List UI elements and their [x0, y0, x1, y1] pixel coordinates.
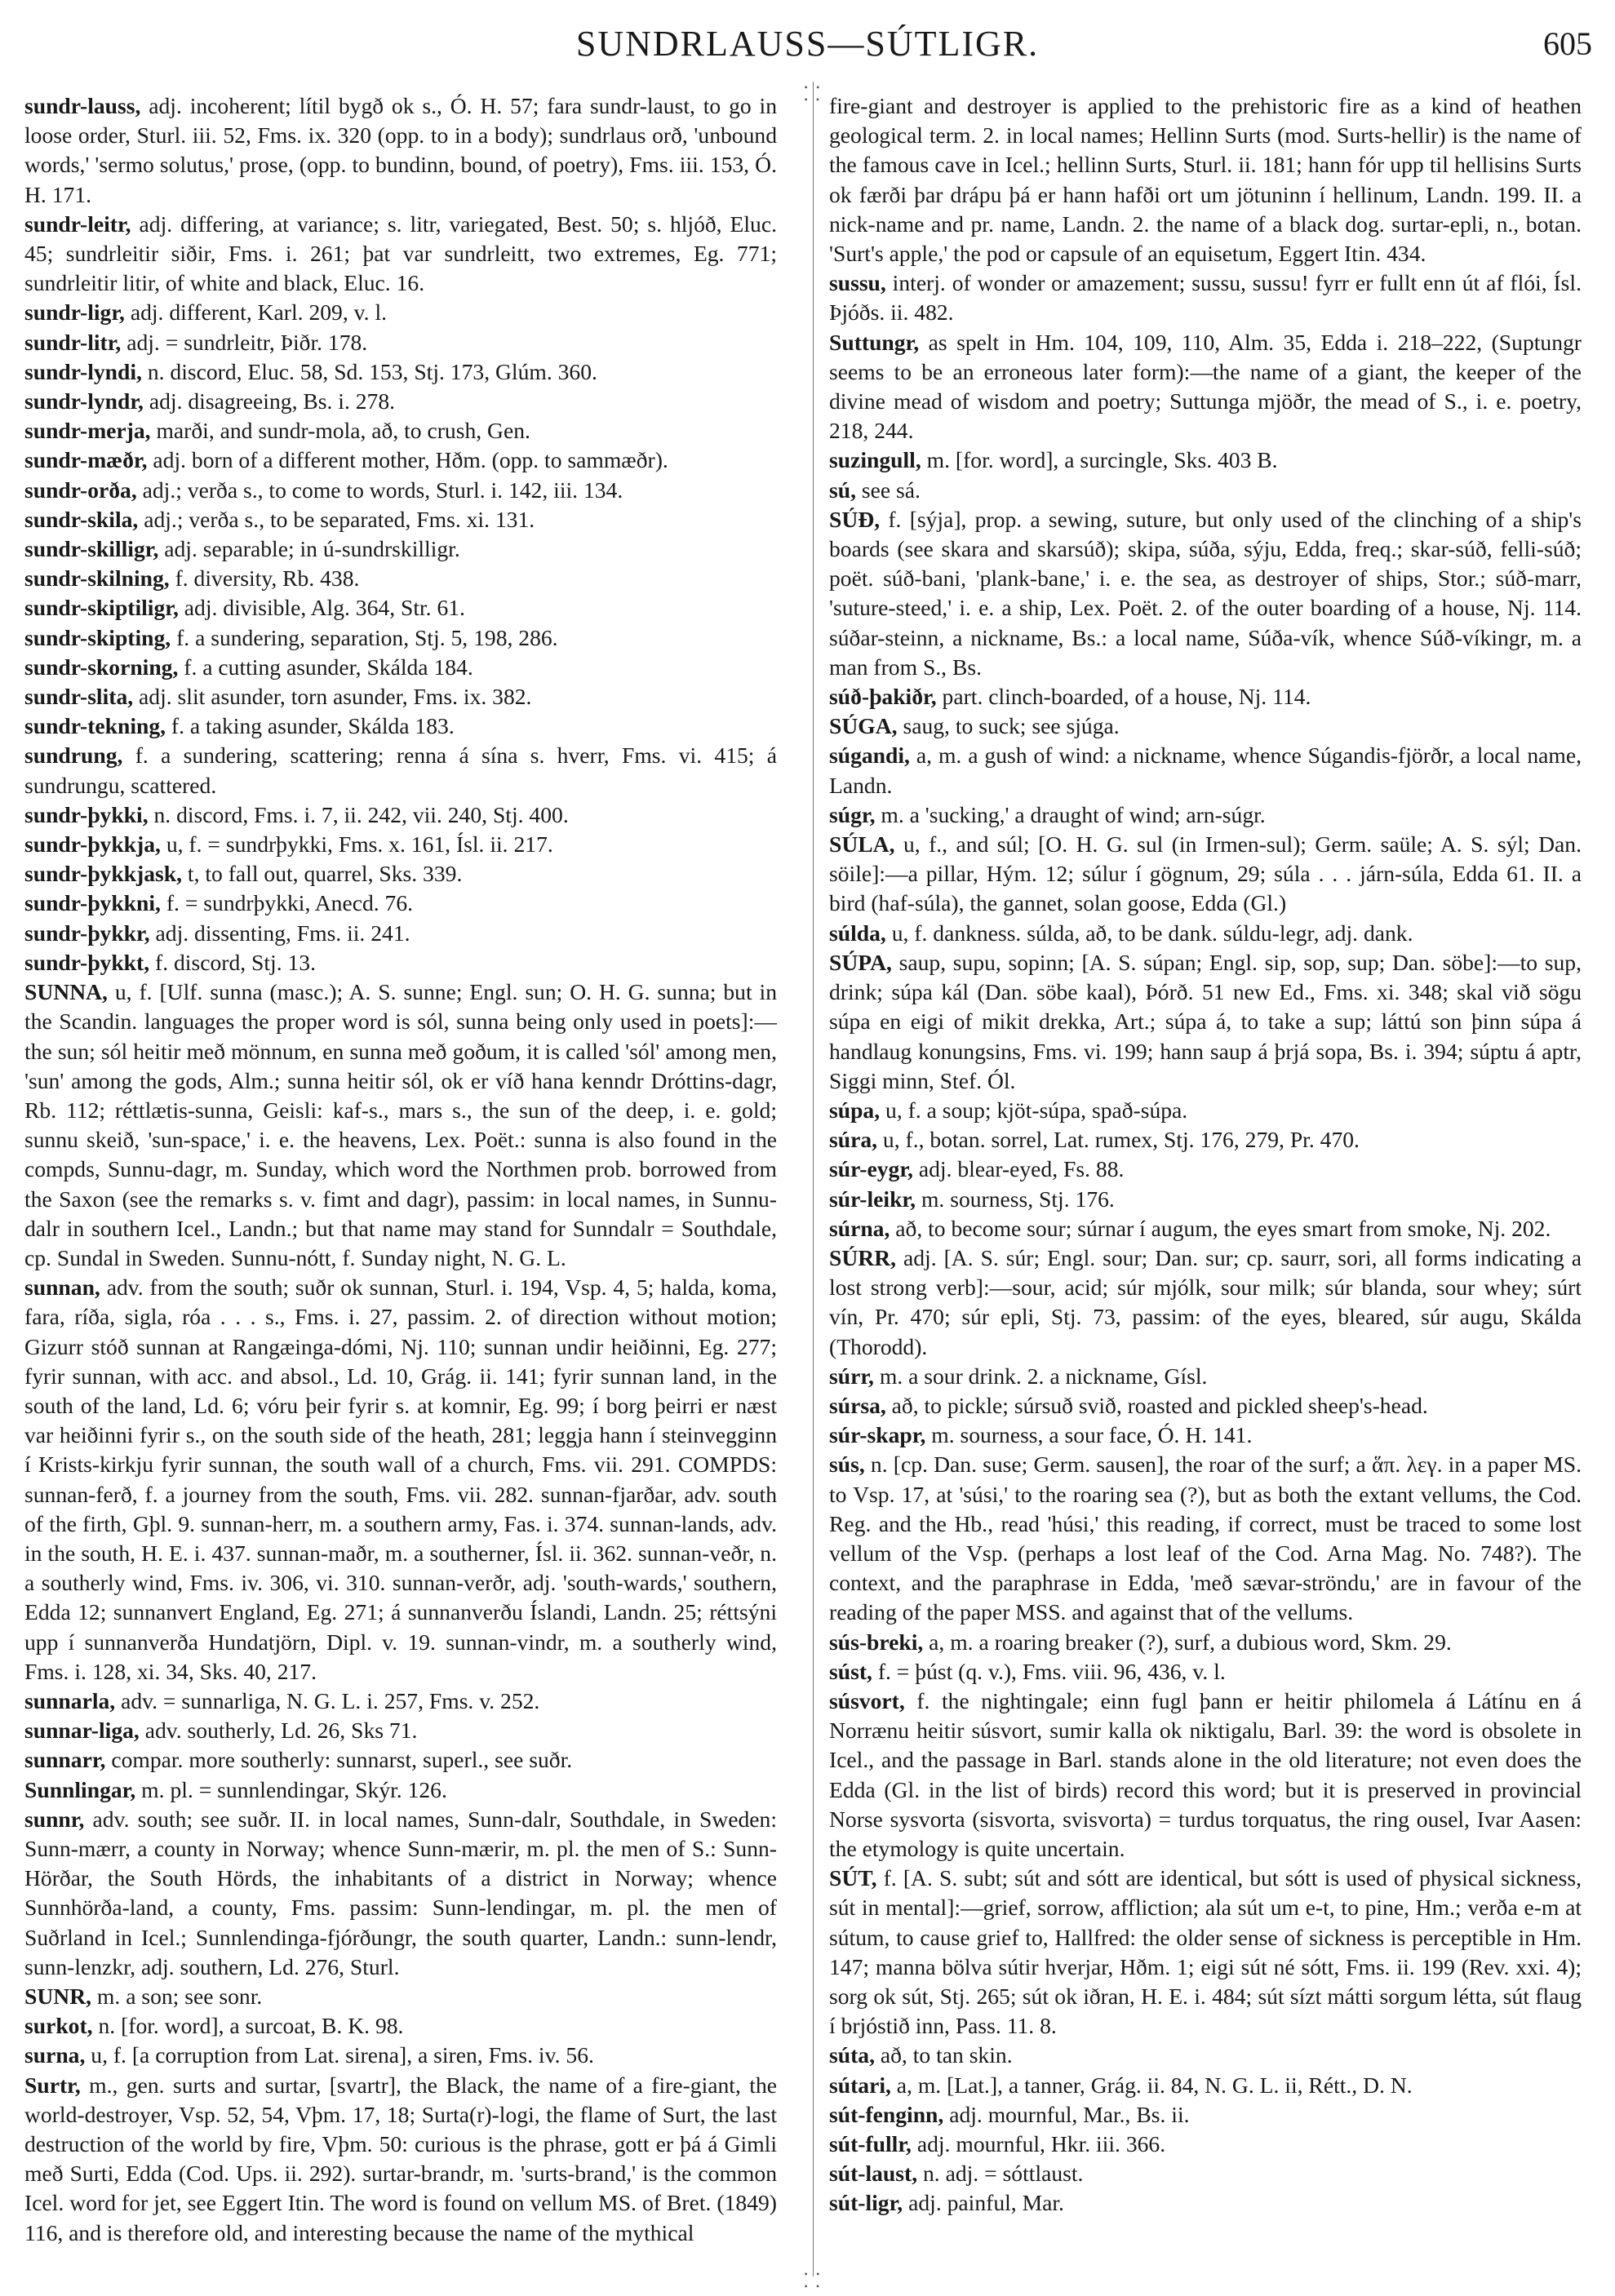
entry-headword: sundr-þykkr,	[24, 920, 150, 946]
dictionary-entry	[24, 593, 777, 623]
dictionary-entry	[24, 2011, 777, 2041]
dictionary-entry	[24, 2071, 777, 2248]
entry-definition: part. clinch-boarded, of a house, Nj. 114.	[936, 684, 1311, 710]
dictionary-entry	[829, 2071, 1582, 2100]
entry-headword: sundr-mæðr,	[24, 447, 148, 473]
entry-definition: f. discord, Stj. 13.	[149, 949, 317, 975]
entry-headword: sús-breki,	[829, 1629, 924, 1655]
entry-headword: sundr-skilning,	[24, 565, 170, 592]
dictionary-entry	[24, 1775, 777, 1805]
entry-headword: súrsa,	[829, 1392, 886, 1418]
entry-headword: sundr-skiptiligr,	[24, 595, 179, 621]
entry-definition: n. adj. = sóttlaust.	[917, 2161, 1084, 2187]
dictionary-entry	[24, 800, 777, 830]
divider-ornament-top: ⸬	[804, 84, 820, 105]
entry-definition: adj. = sundrleitr, Þiðr. 178.	[121, 329, 368, 355]
entry-definition: að, to pickle; súrsuð svið, roasted and pickled sheep's-head.	[885, 1392, 1428, 1418]
entry-definition: compar. more southerly: sunnarst, superl., see suðr.	[105, 1747, 573, 1773]
entry-headword: sús,	[829, 1452, 865, 1478]
entry-headword: sút-ligr,	[829, 2190, 903, 2216]
entry-definition: f. diversity, Rb. 438.	[169, 565, 360, 592]
dictionary-entry	[829, 91, 1582, 268]
entry-headword: súrr,	[829, 1363, 874, 1389]
dictionary-entry	[829, 476, 1582, 505]
entry-definition: saug, to suck; see sjúga.	[897, 713, 1120, 739]
entry-headword: súra,	[829, 1127, 878, 1153]
entry-headword: sunnan,	[24, 1274, 100, 1301]
dictionary-entry	[24, 1716, 777, 1745]
entry-headword: súrna,	[829, 1215, 890, 1241]
dictionary-entry	[829, 682, 1582, 711]
entry-definition: m. a 'sucking,' a draught of wind; arn-súgr.	[875, 801, 1266, 827]
right-column	[829, 91, 1582, 2218]
dictionary-entry	[829, 1421, 1582, 1450]
dictionary-entry	[829, 948, 1582, 1096]
dictionary-entry	[829, 1864, 1582, 2041]
dictionary-entry	[24, 505, 777, 534]
dictionary-entry	[829, 1125, 1582, 1155]
dictionary-entry	[829, 800, 1582, 830]
entry-headword: sundrung,	[24, 742, 123, 769]
dictionary-entry	[24, 445, 777, 475]
entry-definition: adj. painful, Mar.	[903, 2190, 1064, 2216]
entry-definition: adj. mournful, Mar., Bs. ii.	[943, 2101, 1190, 2127]
entry-headword: sundr-litr,	[24, 329, 122, 355]
entry-headword: sunnarr,	[24, 1747, 106, 1773]
dictionary-entry	[24, 91, 777, 210]
entry-definition: m. a sour drink. 2. a nickname, Gísl.	[873, 1363, 1208, 1389]
entry-definition: adj.; verða s., to be separated, Fms. xi. 131.	[138, 506, 535, 532]
dictionary-entry	[24, 682, 777, 711]
dictionary-entry	[829, 1155, 1582, 1184]
column-divider	[813, 82, 814, 2276]
entry-definition: adj. incoherent; lítil bygð ok s., Ó. H. 57; fara sundr-laust, to go in loose order, Sturl. iii. 52, Fms. ix. 320 (opp. to in a body); sundrlaus orð, 'unbound words,' 'sermo solutus,' prose, (opp. to bundinn, bound, of poetry), Fms. iii. 153, Ó. H. 171.	[24, 93, 777, 207]
dictionary-entry	[24, 476, 777, 505]
dictionary-entry	[829, 1450, 1582, 1627]
dictionary-entry	[829, 1628, 1582, 1657]
entry-definition: u, f. a soup; kjöt-súpa, spað-súpa.	[880, 1097, 1188, 1123]
entry-headword: sundr-lyndi,	[24, 358, 142, 384]
dictionary-entry	[24, 564, 777, 593]
entry-definition: f. = sundrþykki, Anecd. 76.	[160, 890, 414, 916]
entry-definition: f. a sundering, scattering; renna á sína s. hverr, Fms. vi. 415; á sundrungu, scattered.	[24, 742, 777, 798]
entry-headword: súð-þakiðr,	[829, 684, 937, 710]
entry-definition: a, m. a roaring breaker (?), surf, a dubious word, Skm. 29.	[923, 1629, 1452, 1655]
dictionary-entry	[24, 1273, 777, 1687]
entry-headword: SÚÐ,	[829, 506, 881, 532]
entry-headword: sundr-skilligr,	[24, 536, 159, 562]
entry-definition: f. [sýja], prop. a sewing, suture, but only used of the clinching of a ship's boards (see skara and skarsúð); skipa, súða, sýju, Edda, freq.; skar-súð, felli-súð; poët. súð-bani, 'plank-bane,' i. e. the sea, as destroyer of ships, Stor.; súð-marr, 'suture-steed,' i. e. a ship, Lex. Poët. 2. of the outer boarding of a house, Nj. 114. súðar-steinn, a nickname, Bs.: a local name, Súða-vík, whence Súð-víkingr, m. a man from S., Bs.	[829, 506, 1582, 680]
entry-headword: suzingull,	[829, 447, 921, 473]
dictionary-entry	[24, 653, 777, 682]
entry-headword: SÚRR,	[829, 1244, 897, 1270]
entry-headword: súta,	[829, 2042, 875, 2068]
dictionary-entry	[24, 741, 777, 800]
dictionary-entry	[24, 416, 777, 445]
entry-definition: see sá.	[855, 476, 921, 503]
entry-definition: u, f. [Ulf. sunna (masc.); A. S. sunne; Engl. sun; O. H. G. sunna; but in the Scandin. languages the proper word is sól, sunna being only used in poets]:—the sun; sól heitir með mönnum, en sunna með goðum, it is called 'sól' among men, 'sun' among the gods, Alm.; sunna heitir sól, ok er víð hana kenndr Dróttins-dagr, Rb. 112; réttlætis-sunna, Geisli: kaf-s., mars s., the sun of the deep, i. e. gold; sunnu skeið, 'sun-space,' i. e. the heavens, Lex. Poët.: sunna is also found in the compds, Sunnu-dagr, m. Sunday, which word the Northmen prob. borrowed from the Saxon (see the remarks s. v. fimt and dagr), passim: in local names, in Sunnu-dalr in southern Icel., Landn.; but that name may stand for Sunndalr = Southdale, cp. Sundal in Sweden. Sunnu-nótt, f. Sunday night, N. G. L.	[24, 979, 777, 1270]
entry-definition: u, f., and súl; [O. H. G. sul (in Irmen-sul); Germ. saüle; A. S. sýl; Dan. söile]:—a pillar, Hým. 12; súlur í gögnum, 29; súla . . . járn-súla, Edda 61. II. a bird (haf-súla), the gannet, solan goose, Edda (Gl.)	[829, 831, 1582, 916]
entry-headword: sú,	[829, 476, 856, 503]
entry-headword: SUNR,	[24, 1984, 92, 2009]
page-header	[0, 23, 1615, 72]
entry-definition: t, to fall out, quarrel, Sks. 339.	[182, 861, 463, 887]
dictionary-entry	[24, 2041, 777, 2070]
entry-headword: sussu,	[829, 270, 886, 296]
divider-ornament-bottom: ⸬	[804, 2271, 820, 2292]
entry-headword: sundr-tekning,	[24, 713, 166, 739]
entry-definition: fire-giant and destroyer is applied to the prehistoric fire as a kind of heathen geological term. 2. in local names; Hellinn Surts (mod. Surts-hellir) is the name of the famous cave in Icel.; hellinn Surts, Sturl. ii. 181; hann fór upp til hellisins Surts ok færði þar drápu þá er hann hafði ort um jötuninn í hellinum, Landn. 199. II. a nick-name and pr. name, Landn. 2. the name of a black dog. surtar-epli, n., botan. 'Surt's apple,' the pod or capsule of an equisetum, Eggert Itin. 434.	[829, 93, 1582, 267]
entry-headword: sundr-lauss,	[24, 93, 141, 118]
entry-definition: as spelt in Hm. 104, 109, 110, Alm. 35, Edda i. 218–222, (Suptungr seems to be an erroneous later form):—the name of a giant, the keeper of the divine mead of wisdom and poetry; Suttunga mjöðr, the mead of S., i. e. poetry, 218, 244.	[829, 329, 1582, 444]
entry-definition: u, f. [a corruption from Lat. sirena], a siren, Fms. iv. 56.	[85, 2042, 594, 2068]
dictionary-entry	[829, 1362, 1582, 1391]
entry-headword: sundr-merja,	[24, 418, 151, 444]
entry-definition: adj. blear-eyed, Fs. 88.	[912, 1156, 1125, 1182]
entry-definition: f. a sundering, separation, Stj. 5, 198, 286.	[171, 624, 558, 650]
entry-headword: SÚGA,	[829, 713, 898, 739]
entry-headword: súr-eygr,	[829, 1156, 913, 1182]
dictionary-entry	[829, 1214, 1582, 1243]
dictionary-entry	[829, 1657, 1582, 1687]
entry-definition: m. sourness, Stj. 176.	[916, 1186, 1115, 1212]
dictionary-entry	[24, 1982, 777, 2011]
dictionary-entry	[24, 977, 777, 1273]
page-number: 605	[1543, 25, 1592, 62]
entry-headword: sundr-leitr,	[24, 211, 131, 237]
dictionary-entry	[829, 268, 1582, 327]
dictionary-entry	[24, 328, 777, 357]
dictionary-entry	[24, 948, 777, 977]
dictionary-entry	[829, 2041, 1582, 2070]
entry-definition: a, m. [Lat.], a tanner, Grág. ii. 84, N. G. L. ii, Rétt., D. N.	[890, 2072, 1413, 2098]
entry-headword: SUNNA,	[24, 979, 108, 1005]
dictionary-entry	[24, 623, 777, 653]
entry-headword: SÚLA,	[829, 831, 895, 858]
entry-headword: sútari,	[829, 2072, 891, 2098]
entry-headword: Sunnlingar,	[24, 1776, 136, 1802]
entry-headword: SÚPA,	[829, 949, 892, 975]
entry-headword: sunnar-liga,	[24, 1718, 140, 1744]
entry-definition: adj. [A. S. súr; Engl. sour; Dan. sur; cp. saurr, sori, all forms indicating a lost strong verb]:—sour, acid; súr mjólk, sour milk; súr blanda, sour whey; súrt vín, Pr. 470; súr epli, Stj. 73, passim: of the eyes, bleared, súr augu, Skálda (Thorodd).	[829, 1244, 1582, 1359]
dictionary-entry	[829, 711, 1582, 741]
dictionary-entry	[829, 505, 1582, 682]
dictionary-entry	[829, 2159, 1582, 2188]
entry-definition: adj.; verða s., to come to words, Sturl. i. 142, iii. 134.	[136, 476, 623, 503]
running-title: SUNDRLAUSS—SÚTLIGR.	[575, 24, 1040, 64]
dictionary-entry	[24, 1745, 777, 1775]
entry-definition: n. [cp. Dan. suse; Germ. sausen], the roar of the surf; a ἅπ. λεγ. in a paper MS. to Vsp. 17, at 'súsi,' to the roaring sea (?), but as both the extant vellums, the Cod. Reg. and the Hb., read 'húsi,' this reading, if correct, must be traced to some lost vellum of the Vsp. (perhaps a lost leaf of the Cod. Arna Mag. No. 748?). The context, and the paraphrase in Edda, 'með sævar-ströndu,' are in favour of the reading of the paper MSS. and against that of the vellums.	[829, 1452, 1582, 1625]
dictionary-entry	[24, 357, 777, 387]
dictionary-entry	[829, 830, 1582, 919]
entry-definition: m., gen. surts and surtar, [svartr], the Black, the name of a fire-giant, the world-destroyer, Vsp. 52, 54, Vþm. 17, 18; Surta(r)-logi, the flame of Surt, the last destruction of the world by fire, Vþm. 50: curious is the phrase, gott er þá á Gimli með Surti, Edda (Cod. Ups. ii. 292). surtar-brandr, m. 'surts-brand,' is the common Icel. word for jet, see Eggert Itin. The word is found on vellum MS. of Bret. (1849) 116, and is therefore old, and interesting because the name of the mythical	[24, 2072, 777, 2245]
dictionary-entry	[829, 2188, 1582, 2218]
entry-definition: adj. dissenting, Fms. ii. 241.	[149, 920, 410, 946]
entry-definition: adv. = sunnarliga, N. G. L. i. 257, Fms. v. 252.	[115, 1687, 540, 1713]
entry-definition: adj. born of a different mother, Hðm. (opp. to sammæðr).	[147, 447, 668, 473]
entry-definition: adj. divisible, Alg. 364, Str. 61.	[178, 595, 465, 621]
entry-headword: súr-leikr,	[829, 1186, 916, 1212]
dictionary-entry	[24, 210, 777, 299]
entry-definition: adj. slit asunder, torn asunder, Fms. ix. 382.	[133, 684, 532, 710]
entry-headword: sundr-skila,	[24, 506, 139, 532]
entry-headword: surkot,	[24, 2013, 93, 2039]
entry-definition: adv. from the south; suðr ok sunnan, Sturl. i. 194, Vsp. 4, 5; halda, koma, fara, ríða, sigla, róa . . . s., Fms. i. 27, passim. 2. of direction without motion; Gizurr stóð sunnan at Rangæinga-dómi, Nj. 110; sunnan undir heiðinni, Eg. 277; fyrir sunnan, with acc. and absol., Ld. 10, Grág. ii. 141; fyrir sunnan land, in the south of the land, Ld. 6; vóru þeir fyrir s. at komnir, Eg. 99; í borg þeirri er næst var heiðinni fyrir s., on the south side of the heath, 281; leggja hann í steinvegginn í Krists-kirkju fyrir sunnan, the south wall of a church, Fms. vii. 291. COMPDS: sunnan-ferð, f. a journey from the south, Fms. vii. 282. sunnan-fjarðar, adv. south of the firth, Gþl. 9. sunnan-herr, m. a southern army, Fas. i. 374. sunnan-lands, adv. in the south, H. E. i. 437. sunnan-maðr, m. a southerner, Ísl. ii. 362. sunnan-veðr, n. a southerly wind, Fms. iv. 306, vi. 310. sunnan-verðr, adj. 'south-wards,' southern, Edda 12; sunnanvert England, Eg. 271; á sunnanverðu Íslandi, Landn. 25; réttsýni upp í sunnanverða Hundatjörn, Dipl. v. 19. sunnan-vindr, m. a southerly wind, Fms. i. 128, xi. 34, Sks. 40, 217.	[24, 1274, 777, 1684]
entry-headword: Surtr,	[24, 2072, 81, 2098]
entry-headword: sundr-þykki,	[24, 801, 149, 827]
entry-definition: adj. separable; in ú-sundrskilligr.	[158, 536, 460, 562]
dictionary-entry	[24, 534, 777, 564]
entry-headword: sút-fenginn,	[829, 2101, 944, 2127]
entry-definition: m. pl. = sunnlendingar, Skýr. 126.	[135, 1776, 447, 1802]
dictionary-entry	[829, 445, 1582, 475]
entry-definition: m. a son; see sonr.	[91, 1984, 263, 2009]
entry-definition: n. discord, Eluc. 58, Sd. 153, Stj. 173, Glúm. 360.	[141, 358, 597, 384]
dictionary-entry	[829, 1185, 1582, 1214]
entry-definition: f. [A. S. subt; sút and sótt are identical, but sótt is used of physical sickness, sút in mental]:—grief, sorrow, affliction; ala sút um e-t, to pine, Hm.; verða e-m at sútum, to cause grief to, Hallfred: the older sense of sickness is perceptible in Hm. 147; manna bölva sútir hverjar, Hðm. 1; eigi sút né sótt, Fms. ii. 199 (Rev. xxi. 4); sorg ok sút, Stj. 265; sút ok iðran, H. E. i. 484; sút sízt mátti sorgum létta, sút flaug í brjóstið inn, Pass. 11. 8.	[829, 1865, 1582, 2039]
entry-headword: sunnarla,	[24, 1687, 116, 1713]
dictionary-entry	[829, 741, 1582, 800]
dictionary-entry	[829, 328, 1582, 446]
entry-definition: m. sourness, a sour face, Ó. H. 141.	[925, 1422, 1253, 1448]
dictionary-entry	[24, 1687, 777, 1716]
entry-definition: a, m. a gush of wind: a nickname, whence Súgandis-fjörðr, a local name, Landn.	[829, 742, 1582, 798]
dictionary-entry	[829, 2130, 1582, 2159]
entry-definition: n. discord, Fms. i. 7, ii. 242, vii. 240, Stj. 400.	[148, 801, 569, 827]
dictionary-entry	[829, 2100, 1582, 2130]
entry-headword: sút-laust,	[829, 2161, 918, 2187]
entry-headword: sút-fullr,	[829, 2131, 912, 2157]
dictionary-entry	[24, 298, 777, 327]
entry-headword: sundr-ligr,	[24, 299, 125, 326]
dictionary-entry	[24, 387, 777, 416]
dictionary-entry	[24, 859, 777, 889]
entry-definition: f. the nightingale; einn fugl þann er heitir philomela á Látínu en á Norrænu heitir súsvort, sumir kalla ok niktigalu, Barl. 39: the word is obsolete in Icel., and the passage in Barl. stands alone in the old literature; not even does the Edda (Gl. in the list of birds) record this word; but it is preserved in provincial Norse sysvorta (sisvorta, svisvorta) = turdus torquatus, the ring ousel, Ivar Aasen: the etymology is quite uncertain.	[829, 1687, 1582, 1861]
entry-headword: sundr-skipting,	[24, 624, 171, 650]
dictionary-entry	[24, 1805, 777, 1982]
entry-headword: sundr-lyndr,	[24, 388, 144, 414]
entry-headword: sundr-þykkjask,	[24, 861, 182, 887]
entry-headword: surna,	[24, 2042, 86, 2068]
entry-headword: Suttungr,	[829, 329, 920, 355]
entry-definition: u, f. dankness. súlda, að, to be dank. súldu-legr, adj. dank.	[885, 920, 1413, 946]
entry-definition: f. a taking asunder, Skálda 183.	[166, 713, 455, 739]
entry-definition: n. [for. word], a surcoat, B. K. 98.	[92, 2013, 404, 2039]
entry-definition: adj. mournful, Hkr. iii. 366.	[911, 2131, 1166, 2157]
entry-definition: u, f., botan. sorrel, Lat. rumex, Stj. 176, 279, Pr. 470.	[877, 1127, 1360, 1153]
dictionary-entry	[829, 1687, 1582, 1864]
entry-headword: súgr,	[829, 801, 876, 827]
entry-definition: marði, and sundr-mola, að, to crush, Gen.	[150, 418, 530, 444]
entry-definition: adv. southerly, Ld. 26, Sks 71.	[139, 1718, 418, 1744]
entry-headword: sundr-skorning,	[24, 654, 179, 680]
dictionary-entry	[24, 889, 777, 918]
dictionary-entry	[829, 1096, 1582, 1125]
entry-definition: adj. different, Karl. 209, v. l.	[124, 299, 388, 326]
dictionary-entry	[829, 1391, 1582, 1421]
entry-definition: adj. differing, at variance; s. litr, variegated, Best. 50; s. hljóð, Eluc. 45; sundrleitir siðir, Fms. i. 261; þat var sundrleitt, two extremes, Eg. 771; sundrleitir litir, of white and black, Eluc. 16.	[24, 211, 777, 296]
entry-headword: súpa,	[829, 1097, 881, 1123]
dictionary-entry	[24, 711, 777, 741]
dictionary-entry	[24, 919, 777, 948]
entry-headword: sundr-þykkni,	[24, 890, 161, 916]
entry-definition: interj. of wonder or amazement; sussu, sussu! fyrr er fullt enn út af flói, Ísl. Þjóðs. ii. 482.	[829, 270, 1582, 326]
entry-definition: að, to become sour; súrnar í augum, the eyes smart from smoke, Nj. 202.	[890, 1215, 1551, 1241]
dictionary-entry	[829, 1243, 1582, 1362]
entry-definition: adv. south; see suðr. II. in local names, Sunn-dalr, Southdale, in Sweden: Sunn-mærr, a county in Norway; whence Sunn-mærir, m. pl. the men of S.: Sunn-Hörðar, the South Hörds, the inhabitants of a district in Norway; whence Sunnhörða-land, a county, Fms. passim: Sunn-lendingar, m. pl. the men of Suðrland in Icel.; Sunnlendinga-fjórðungr, the south quarter, Landn.: sunn-lendr, sunn-lenzkr, adj. southern, Ld. 276, Sturl.	[24, 1806, 777, 1979]
dictionary-entry	[829, 919, 1582, 948]
entry-headword: súst,	[829, 1658, 872, 1684]
entry-definition: adj. disagreeing, Bs. i. 278.	[143, 388, 396, 414]
entry-headword: súlda,	[829, 920, 886, 946]
entry-definition: f. = þúst (q. v.), Fms. viii. 96, 436, v. l.	[872, 1658, 1226, 1684]
entry-headword: sunnr,	[24, 1806, 85, 1832]
entry-headword: sundr-slita,	[24, 684, 134, 710]
entry-definition: m. [for. word], a surcingle, Sks. 403 B.	[921, 447, 1278, 473]
entry-definition: að, to tan skin.	[874, 2042, 1013, 2068]
entry-definition: f. a cutting asunder, Skálda 184.	[178, 654, 473, 680]
entry-definition: saup, supu, sopinn; [A. S. súpan; Engl. sip, sop, sup; Dan. söbe]:—to sup, drink; súpa kál (Dan. söbe kaal), Þórð. 51 new Ed., Fms. xi. 348; skal við sögu súpa en eigi of mikit drekka, Art.; súpa á, to take a sup; láttú son þinn súpa á handlaug konungsins, Fms. vi. 199; hann saup á þrjá sopa, Bs. i. 394; súptu á aptr, Siggi minn, Stef. Ól.	[829, 949, 1582, 1093]
entry-headword: sundr-þykkja,	[24, 831, 161, 858]
entry-definition: u, f. = sundrþykki, Fms. x. 161, Ísl. ii. 217.	[160, 831, 553, 858]
entry-headword: sundr-þykkt,	[24, 949, 150, 975]
entry-headword: súr-skapr,	[829, 1422, 926, 1448]
entry-headword: SÚT,	[829, 1865, 877, 1891]
dictionary-entry	[24, 830, 777, 859]
entry-headword: súgandi,	[829, 742, 910, 769]
entry-headword: súsvort,	[829, 1687, 905, 1713]
entry-headword: sundr-orða,	[24, 476, 137, 503]
left-column	[24, 91, 777, 2248]
